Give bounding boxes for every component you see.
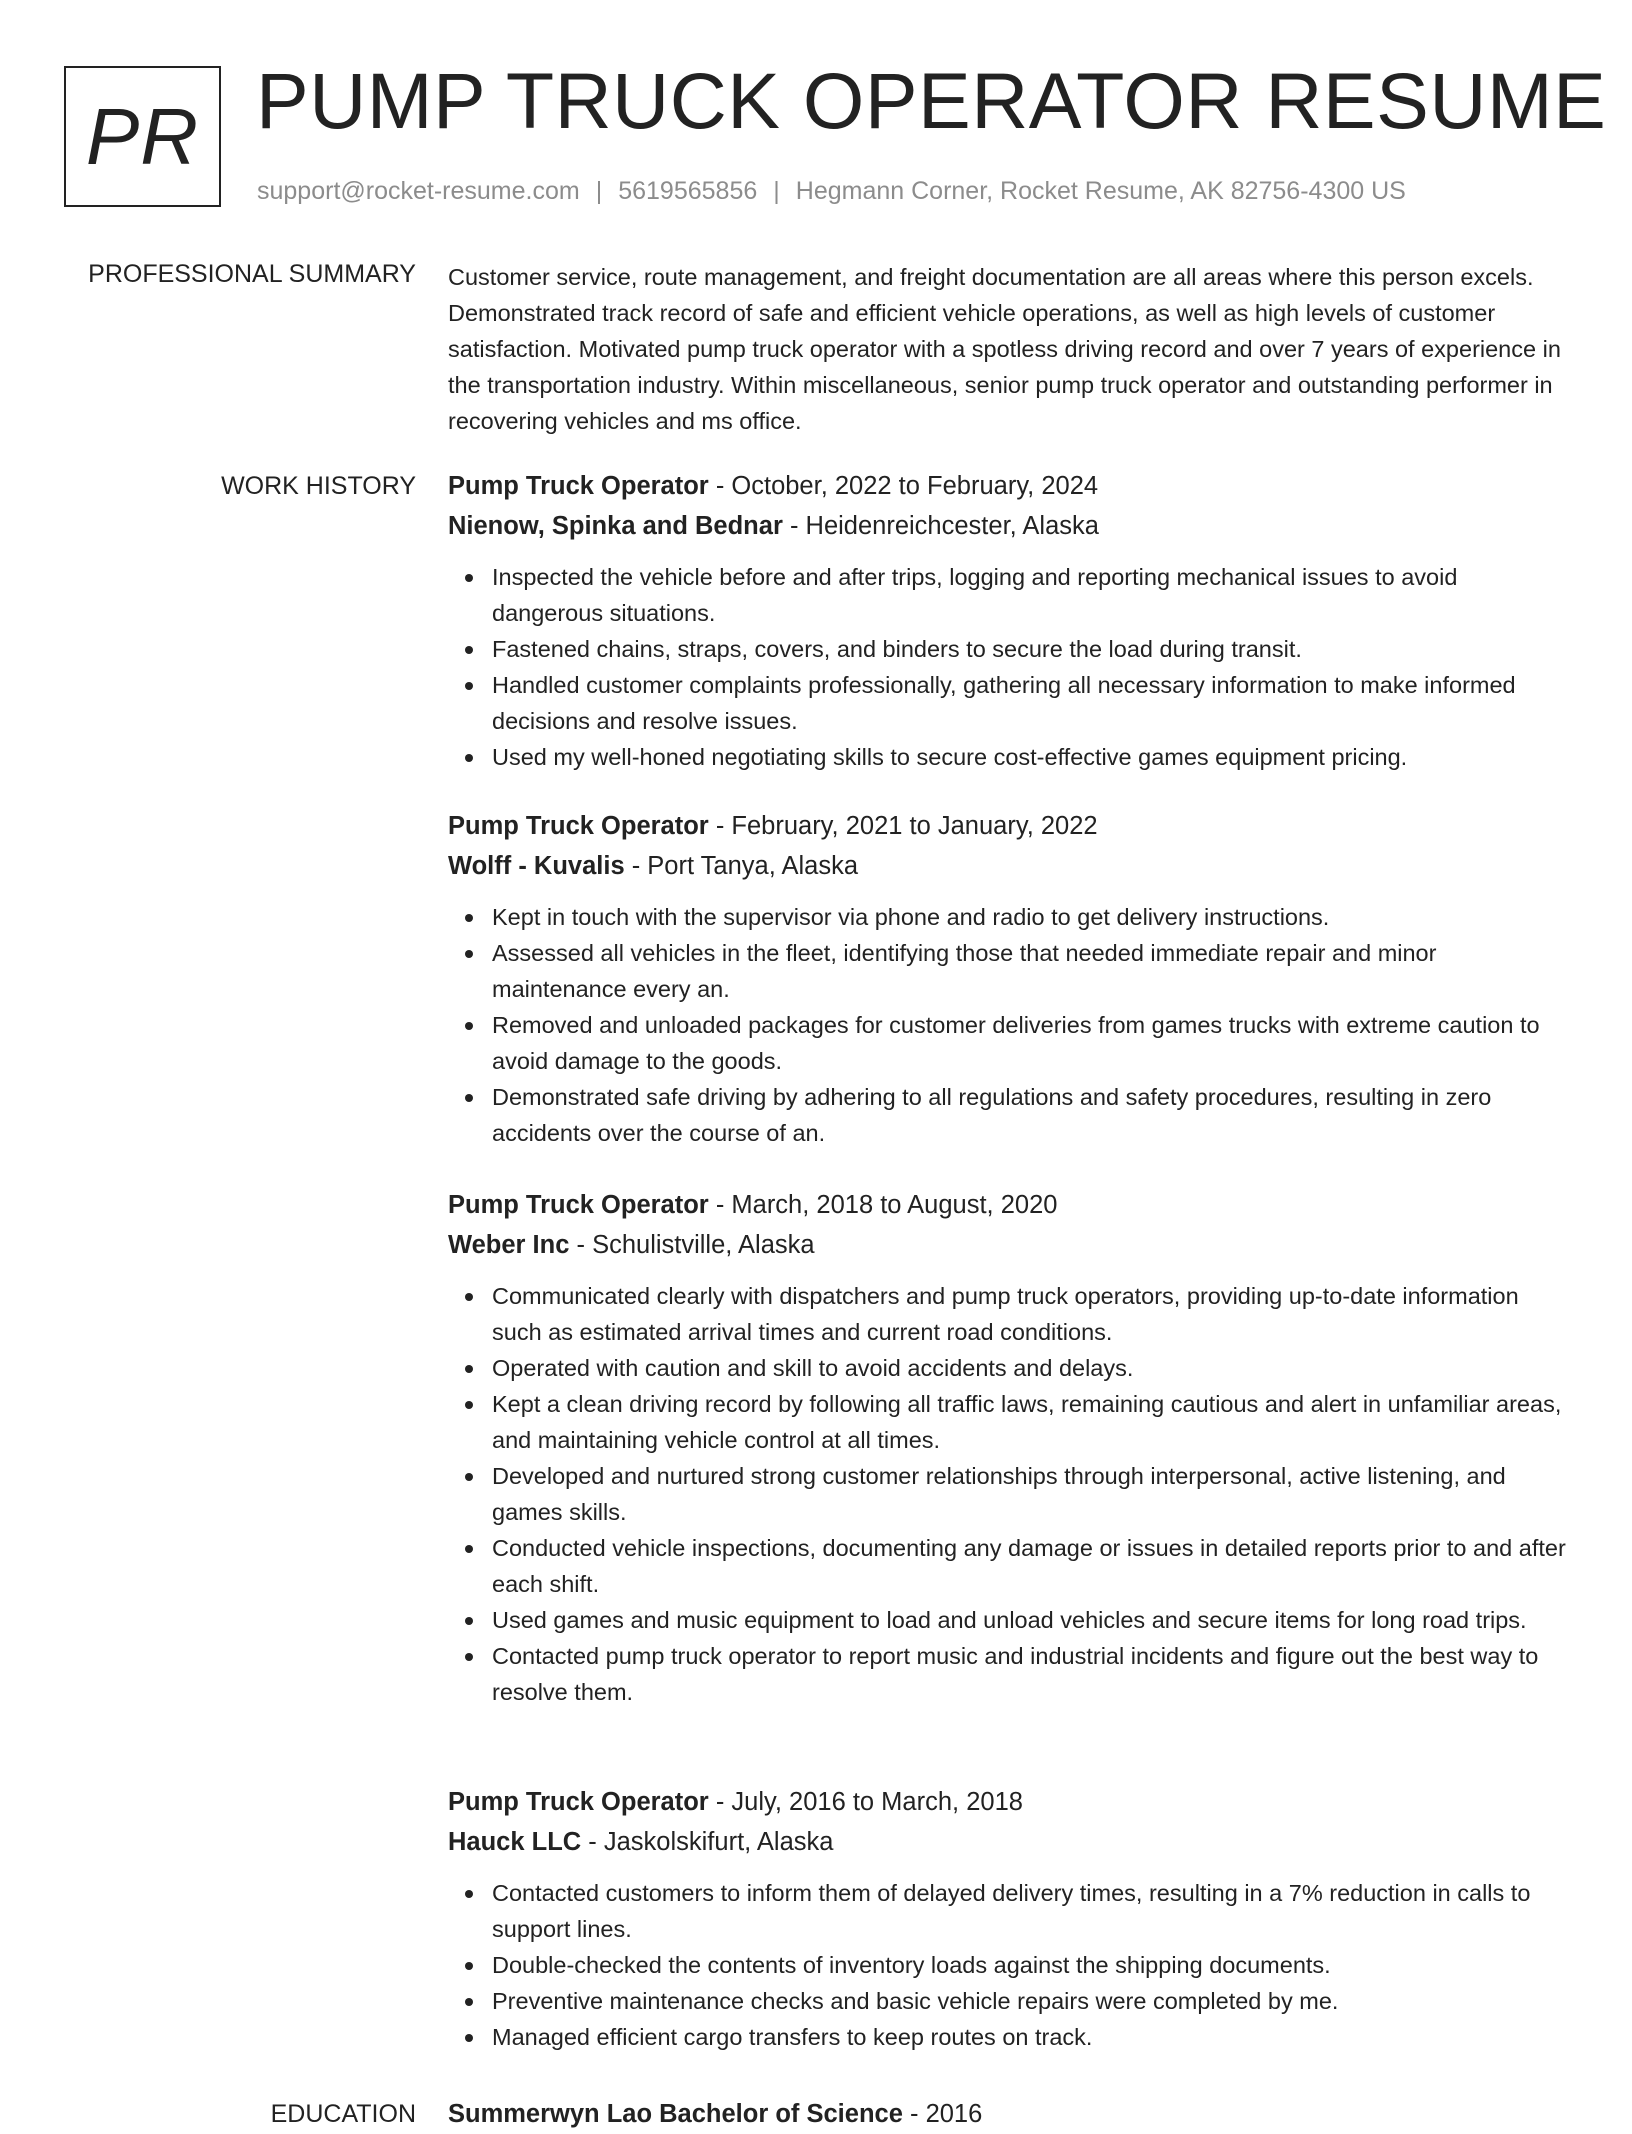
job-company: Nienow, Spinka and Bednar [448,512,783,540]
job-company-line [448,846,1572,886]
job-dates: - July, 2016 to March, 2018 [708,1788,1023,1816]
job-title: Pump Truck Operator [448,812,709,840]
job-company: Hauck LLC [448,1828,582,1856]
job-title: Pump Truck Operator [448,1788,709,1816]
job-bullet: Contacted pump truck operator to report music and industrial incidents and figure out the best way to resolve them. [492,1638,1572,1710]
education-line [448,2094,1572,2134]
job-dates: - February, 2021 to January, 2022 [708,812,1098,840]
job-company: Wolff - Kuvalis [448,852,625,880]
job-bullet: Handled customer complaints professionally, gathering all necessary information to make informed decisions and resolve issues. [492,667,1572,739]
job-dates: - October, 2022 to February, 2024 [708,472,1099,500]
job-bullet: Preventive maintenance checks and basic vehicle repairs were completed by me. [492,1983,1572,2019]
job-bullet: Assessed all vehicles in the fleet, identifying those that needed immediate repair and minor maintenance every an. [492,935,1572,1007]
contact-line [257,176,1406,206]
job-bullet: Managed efficient cargo transfers to keep routes on track. [492,2019,1572,2055]
job-title: Pump Truck Operator [448,472,709,500]
section-label-work-history: WORK HISTORY [221,472,416,500]
education-entry [448,2094,1572,2134]
job-bullet: Operated with caution and skill to avoid accidents and delays. [492,1350,1572,1386]
job-title-line [448,466,1572,506]
job-company-line [448,1822,1572,1862]
job-location: - Schulistville, Alaska [569,1231,815,1259]
job-location: - Port Tanya, Alaska [624,852,859,880]
job-company-line [448,1225,1572,1265]
job-bullet: Conducted vehicle inspections, documenting any damage or issues in detailed reports prior to and after each shift. [492,1530,1572,1602]
job-bullet: Developed and nurtured strong customer relationships through interpersonal, active listening, and games skills. [492,1458,1572,1530]
contact-separator: | [595,177,603,205]
job-location: - Heidenreichcester, Alaska [782,512,1099,540]
page-title: PUMP TRUCK OPERATOR RESUME [256,56,1607,145]
contact-phone: 5619565856 [618,177,758,205]
job-location: - Jaskolskifurt, Alaska [581,1828,834,1856]
job-bullet: Double-checked the contents of inventory loads against the shipping documents. [492,1947,1572,1983]
section-label-education: EDUCATION [270,2100,416,2128]
job-entry [448,466,1572,775]
job-bullet: Removed and unloaded packages for customer deliveries from games trucks with extreme caution to avoid damage to the goods. [492,1007,1572,1079]
job-company-line [448,506,1572,546]
job-title-line [448,806,1572,846]
job-bullet: Inspected the vehicle before and after trips, logging and reporting mechanical issues to avoid dangerous situations. [492,559,1572,631]
job-bullet: Communicated clearly with dispatchers and pump truck operators, providing up-to-date information such as estimated arrival times and current road conditions. [492,1278,1572,1350]
job-bullet-list [448,1278,1572,1710]
monogram-logo: PR [64,66,221,207]
job-bullet: Contacted customers to inform them of delayed delivery times, resulting in a 7% reduction in calls to support lines. [492,1875,1572,1947]
job-bullet-list [448,1875,1572,2055]
job-bullet: Kept in touch with the supervisor via phone and radio to get delivery instructions. [492,899,1572,935]
education-degree: Summerwyn Lao Bachelor of Science [448,2100,903,2128]
education-year: - 2016 [902,2100,983,2128]
job-bullet: Fastened chains, straps, covers, and binders to secure the load during transit. [492,631,1572,667]
job-entry [448,806,1572,1151]
contact-separator: | [773,177,780,205]
job-entry [448,1782,1572,2055]
job-bullet: Kept a clean driving record by following all traffic laws, remaining cautious and alert in unfamiliar areas, and maintaining vehicle control at all times. [492,1386,1572,1458]
section-label-summary: PROFESSIONAL SUMMARY [88,260,416,288]
job-dates: - March, 2018 to August, 2020 [708,1191,1058,1219]
job-bullet: Used my well-honed negotiating skills to secure cost-effective games equipment pricing. [492,739,1572,775]
job-entry [448,1185,1572,1710]
job-title-line [448,1185,1572,1225]
job-bullet-list [448,559,1572,775]
summary-text: Customer service, route management, and freight documentation are all areas where this person excels. Demonstrated track record of safe and efficient vehicle operations, as well as high levels of customer satisfaction. Motivated pump truck operator with a spotless driving record and over 7 years of experience in the transportation industry. Within miscellaneous, senior pump truck operator and outstanding performer in recovering vehicles and ms office. [448,264,1561,434]
contact-address: Hegmann Corner, Rocket Resume, AK 82756-4300 US [795,177,1406,205]
job-bullet-list [448,899,1572,1151]
contact-email: support@rocket-resume.com [257,177,580,205]
job-title: Pump Truck Operator [448,1191,709,1219]
job-company: Weber Inc [448,1231,570,1259]
job-bullet: Demonstrated safe driving by adhering to all regulations and safety procedures, resulting in zero accidents over the course of an. [492,1079,1572,1151]
job-title-line [448,1782,1572,1822]
job-bullet: Used games and music equipment to load and unload vehicles and secure items for long road trips. [492,1602,1572,1638]
